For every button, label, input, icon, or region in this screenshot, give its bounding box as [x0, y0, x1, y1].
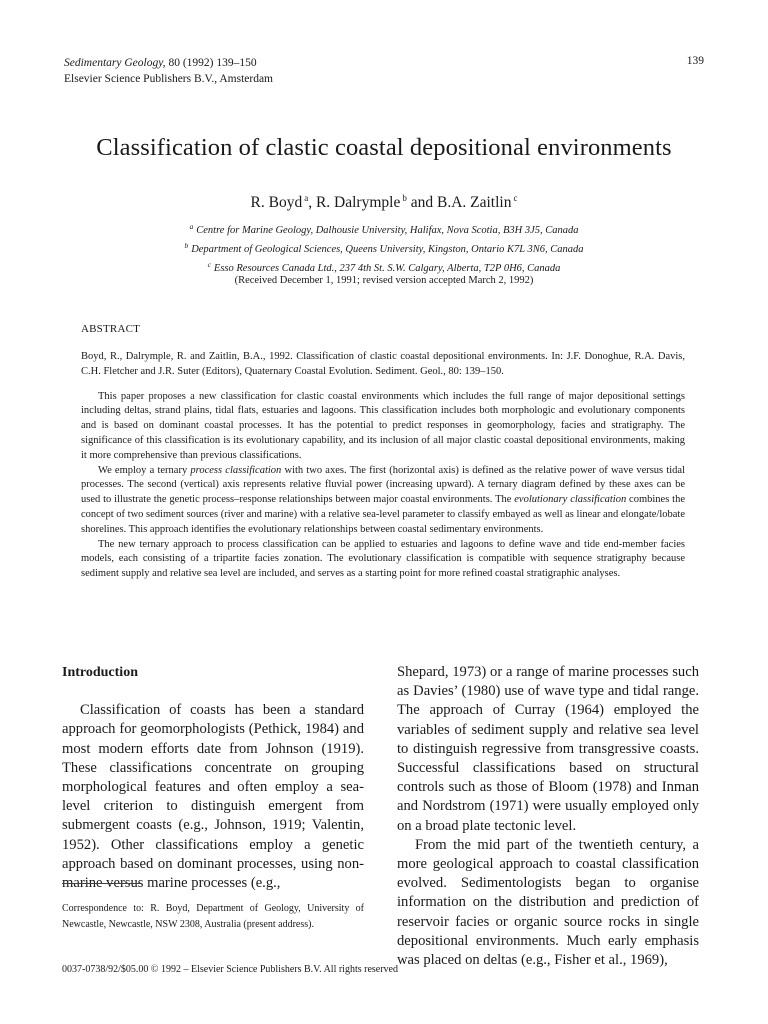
abstract-paragraph: This paper proposes a new classification for clastic coastal environments which includes the full range of major depositional settings including deltas, strand plains, tidal flats, estuaries and lagoons. This classification includes both morphologic and evolutionary components and is based on dominant coastal processes. It has the potential to predict responses in geomorphology, facies and stratigraphy. The significance of this classification is its evolutionary capability, and its inclusion of all major clastic coastal depositional environments, making it more comprehensive than previous classifications.: [81, 390, 685, 461]
affiliation-mark: c: [207, 260, 211, 269]
journal-header: [64, 55, 273, 87]
affiliation: [0, 219, 768, 238]
abstract-emphasis: evolutionary classification: [514, 494, 627, 506]
affiliation-text: Esso Resources Canada Ltd., 237 4th St. S.W. Calgary, Alberta, T2P 0H6, Canada: [213, 263, 561, 274]
author-name: R. Dalrymple: [315, 194, 401, 211]
affiliation: [0, 238, 768, 257]
author-name: R. Boyd: [250, 194, 303, 211]
author-affil-mark: a: [304, 193, 309, 203]
affiliation-text: Centre for Marine Geology, Dalhousie University, Halifax, Nova Scotia, B3H 3J5, Canada: [196, 225, 579, 236]
author-line: [0, 193, 768, 212]
abstract-emphasis: process classification: [190, 464, 282, 476]
body-column-left: [62, 663, 364, 893]
abstract-body: [81, 350, 685, 582]
footnote-divider: [62, 883, 142, 884]
abstract-heading: ABSTRACT: [81, 323, 141, 335]
abstract-text: with two axes. The first (horizontal axis) is defined as the relative power of wave versus tidal processes. The second (vertical) axis represents relative fluvial power (increasing upward). A ternary diagram defined by these axes can be used to illustrate the genetic process–response relationships between major coastal environments. The: [81, 464, 686, 506]
paper-title: Classification of clastic coastal depositional environments: [96, 134, 672, 161]
volume-info: 80 (1992) 139–150: [165, 57, 257, 69]
author-separator: ,: [308, 194, 316, 211]
publisher-line: Elsevier Science Publishers B.V., Amsterdam: [64, 73, 273, 85]
received-dates: (Received December 1, 1991; revised version accepted March 2, 1992): [234, 275, 534, 286]
abstract-paragraph: The new ternary approach to process classification can be applied to estuaries and lagoons to define wave and tide end-member facies models, each consisting of a tripartite facies zonation. The evolutionary classification is compatible with sequence stratigraphy because sediment supply and relative sea level are included, and serves as a starting point for more refined coastal stratigraphic analyses.: [81, 538, 685, 580]
affiliation-mark: a: [189, 222, 194, 231]
affiliation-text: Department of Geological Sciences, Queens University, Kingston, Ontario K7L 3N6, Canada: [191, 244, 584, 255]
affiliations: [0, 219, 768, 276]
abstract-citation: Boyd, R., Dalrymple, R. and Zaitlin, B.A., 1992. Classification of clastic coastal depositional environments. In: J.F. Donoghue, R.A. Davis, C.H. Fletcher and J.R. Suter (Editors), Quaternary Coastal Evolution. Sediment. Geol., 80: 139–150.: [81, 351, 685, 377]
abstract-text: We employ a ternary: [98, 464, 191, 476]
journal-name: Sedimentary Geology,: [64, 57, 166, 69]
body-paragraph: Shepard, 1973) or a range of marine processes such as Davies’ (1980) use of wave type and tidal range. The approach of Curray (1964) employed the variables of sediment supply and relative sea level to distinguish regressive from transgressive coasts. Successful classifications based on structural controls such as those of Bloom (1978) and Inman and Nordstrom (1971) were usually employed only on a broad plate tectonic level.: [397, 664, 699, 834]
author-affil-mark: b: [402, 193, 407, 203]
body-paragraph: Classification of coasts has been a standard approach for geomorphologists (Pethick, 1984) and most modern efforts date from Johnson (1919). These classifications concentrate on grouping morphological features and often employ a sea-level criterion to distinguish emergent from submergent coasts (e.g., Johnson, 1919; Valentin, 1952). Other classifications employ a genetic approach based on dominant processes, using non-marine versus marine processes (e.g.,: [62, 702, 364, 892]
section-heading: Introduction: [62, 665, 138, 680]
author-separator: and: [406, 194, 437, 211]
abstract-text: combines the concept of two sediment sources (river and marine) with a relative sea-level parameter to classify embayed as well as linear and elongate/lobate shorelines. This approach identifies the evolutionary relationships between coastal sedimentary environments.: [81, 494, 685, 535]
correspondence-footnote: Correspondence to: R. Boyd, Department of Geology, University of Newcastle, Newcastle, NSW 2308, Australia (present address).: [62, 903, 364, 930]
affiliation: [0, 257, 768, 276]
journal-citation: [64, 55, 273, 71]
body-paragraph: From the mid part of the twentieth century, a more geological approach to coastal classification evolved. Sedimentologists began to organise information on the distribution and prediction of reservoir facies or organic source rocks in single depositional environments. Much early emphasis was placed on deltas (e.g., Fisher et al., 1969),: [397, 836, 699, 969]
affiliation-mark: b: [184, 241, 189, 250]
body-column-right: [397, 663, 699, 970]
author-name: B.A. Zaitlin: [436, 194, 512, 211]
page-number: 139: [686, 55, 704, 67]
copyright-line: 0037-0738/92/$05.00 © 1992 – Elsevier Science Publishers B.V. All rights reserved: [62, 964, 398, 975]
author-affil-mark: c: [513, 193, 518, 203]
abstract-paragraph: [81, 464, 685, 538]
